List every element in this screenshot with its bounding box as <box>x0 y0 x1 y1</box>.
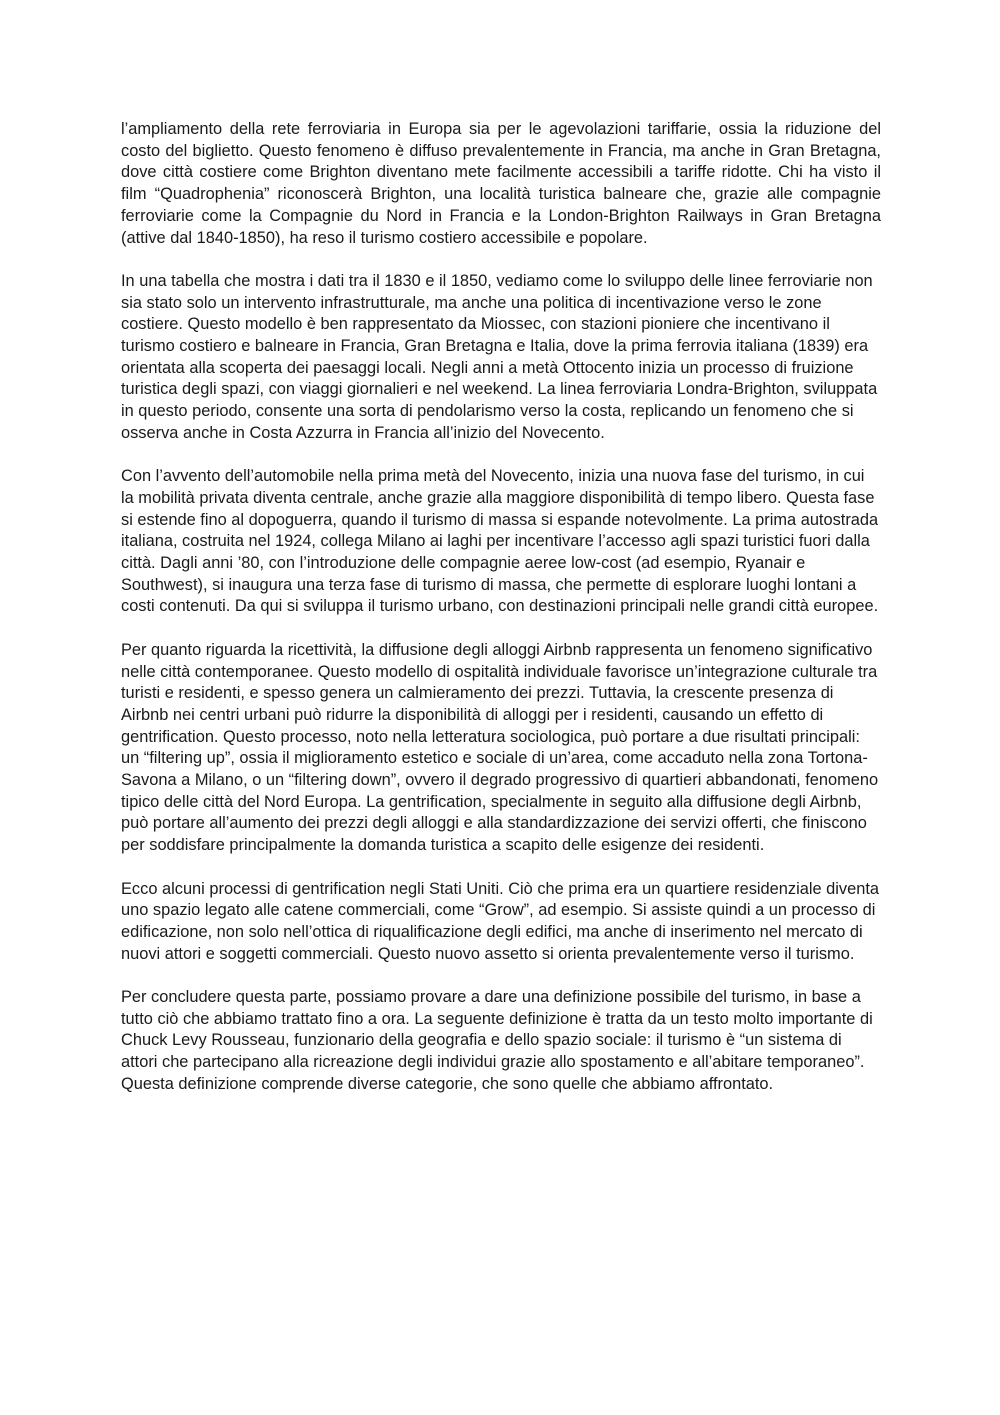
paragraph-us-gentrification: Ecco alcuni processi di gentrification negli Stati Uniti. Ciò che prima era un quartiere residenziale diventa uno spazio legato alle catene commerciali, come “Grow”, ad esempio. Si assiste quindi a un processo di edificazione, non solo nell’ottica di riqualificazione degli edifici, ma anche di inserimento nel mercato di nuovi attori e soggetti commerciali. Questo nuovo assetto si orienta prevalentemente verso il turismo. <box>121 879 880 963</box>
paragraph-railway-expansion: l’ampliamento della rete ferroviaria in Europa sia per le agevolazioni tariffarie, ossia la riduzione del costo del biglietto. Questo fenomeno è diffuso prevalentemente in Francia, ma anche in Gran Bretagna, dove città costiere come Brighton diventano mete facilmente accessibili a tariffe ridotte. Chi ha visto il film “Quadrophenia” riconoscerà Brighton, una località turistica balneare che, grazie alle compagnie ferroviarie come la Compagnie du Nord in Francia e la London-Brighton Railways in Gran Bretagna (attive dal 1840-1850), ha reso il turismo costiero accessibile e popolare. <box>121 120 881 247</box>
document-body <box>121 119 881 1117</box>
paragraph-railway-table: In una tabella che mostra i dati tra il 1830 e il 1850, vediamo come lo sviluppo delle linee ferroviarie non sia stato solo un intervento infrastrutturale, ma anche una politica di incentivazione verso le zone costiere. Questo modello è ben rappresentato da Miossec, con stazioni pioniere che incentivano il turismo costiero e balneare in Francia, Gran Bretagna e Italia, dove la prima ferrovia italiana (1839) era orientata alla scoperta dei paesaggi locali. Negli anni a metà Ottocento inizia un processo di fruizione turistica degli spazi, con viaggi giornalieri e nel weekend. La linea ferroviaria Londra-Brighton, sviluppata in questo periodo, consente una sorta di pendolarismo verso la costa, replicando un fenomeno che si osserva anche in Costa Azzurra in Francia all’inizio del Novecento. <box>121 271 878 442</box>
paragraph-automobile-era: Con l’avvento dell’automobile nella prima metà del Novecento, inizia una nuova fase del turismo, in cui la mobilità privata diventa centrale, anche grazie alla maggiore disponibilità di tempo libero. Questa fase si estende fino al dopoguerra, quando il turismo di massa si espande notevolmente. La prima autostrada italiana, costruita nel 1924, collega Milano ai laghi per incentivare l’accesso agli spazi turistici fuori dalla città. Dagli anni ’80, con l’introduzione delle compagnie aeree low-cost (ad esempio, Ryanair e Southwest), si inaugura una terza fase di turismo di massa, che permette di esplorare luoghi lontani a costi contenuti. Da qui si sviluppa il turismo urbano, con destinazioni principali nelle grandi città europee. <box>121 467 879 616</box>
paragraph-airbnb-gentrification: Per quanto riguarda la ricettività, la diffusione degli alloggi Airbnb rappresenta un fenomeno significativo nelle città contemporanee. Questo modello di ospitalità individuale favorisce un’integrazione culturale tra turisti e residenti, e spesso genera un calmieramento dei prezzi. Tuttavia, la crescente presenza di Airbnb nei centri urbani può ridurre la disponibilità di alloggi per i residenti, causando un effetto di gentrification. Questo processo, noto nella letteratura sociologica, può portare a due risultati principali: un “filtering up”, ossia il miglioramento estetico e sociale di un’area, come accaduto nella zona Tortona-Savona a Milano, o un “filtering down”, ovvero il degrado progressivo di quartieri abbandonati, fenomeno tipico delle città del Nord Europa. La gentrification, specialmente in seguito alla diffusione degli Airbnb, può portare all’aumento dei prezzi degli alloggi e alla standardizzazione dei servizi offerti, che finiscono per soddisfare principalmente la domanda turistica a scapito delle esigenze dei residenti. <box>121 640 879 855</box>
paragraph-tourism-definition: Per concludere questa parte, possiamo provare a dare una definizione possibile del turismo, in base a tutto ciò che abbiamo trattato fino a ora. La seguente definizione è tratta da un testo molto importante di Chuck Levy Rousseau, funzionario della geografia e dello spazio sociale: il turismo è “un sistema di attori che partecipano alla ricreazione degli individui grazie allo spostamento e all’abitare temporaneo”. Questa definizione comprende diverse categorie, che sono quelle che abbiamo affrontato. <box>121 988 873 1093</box>
